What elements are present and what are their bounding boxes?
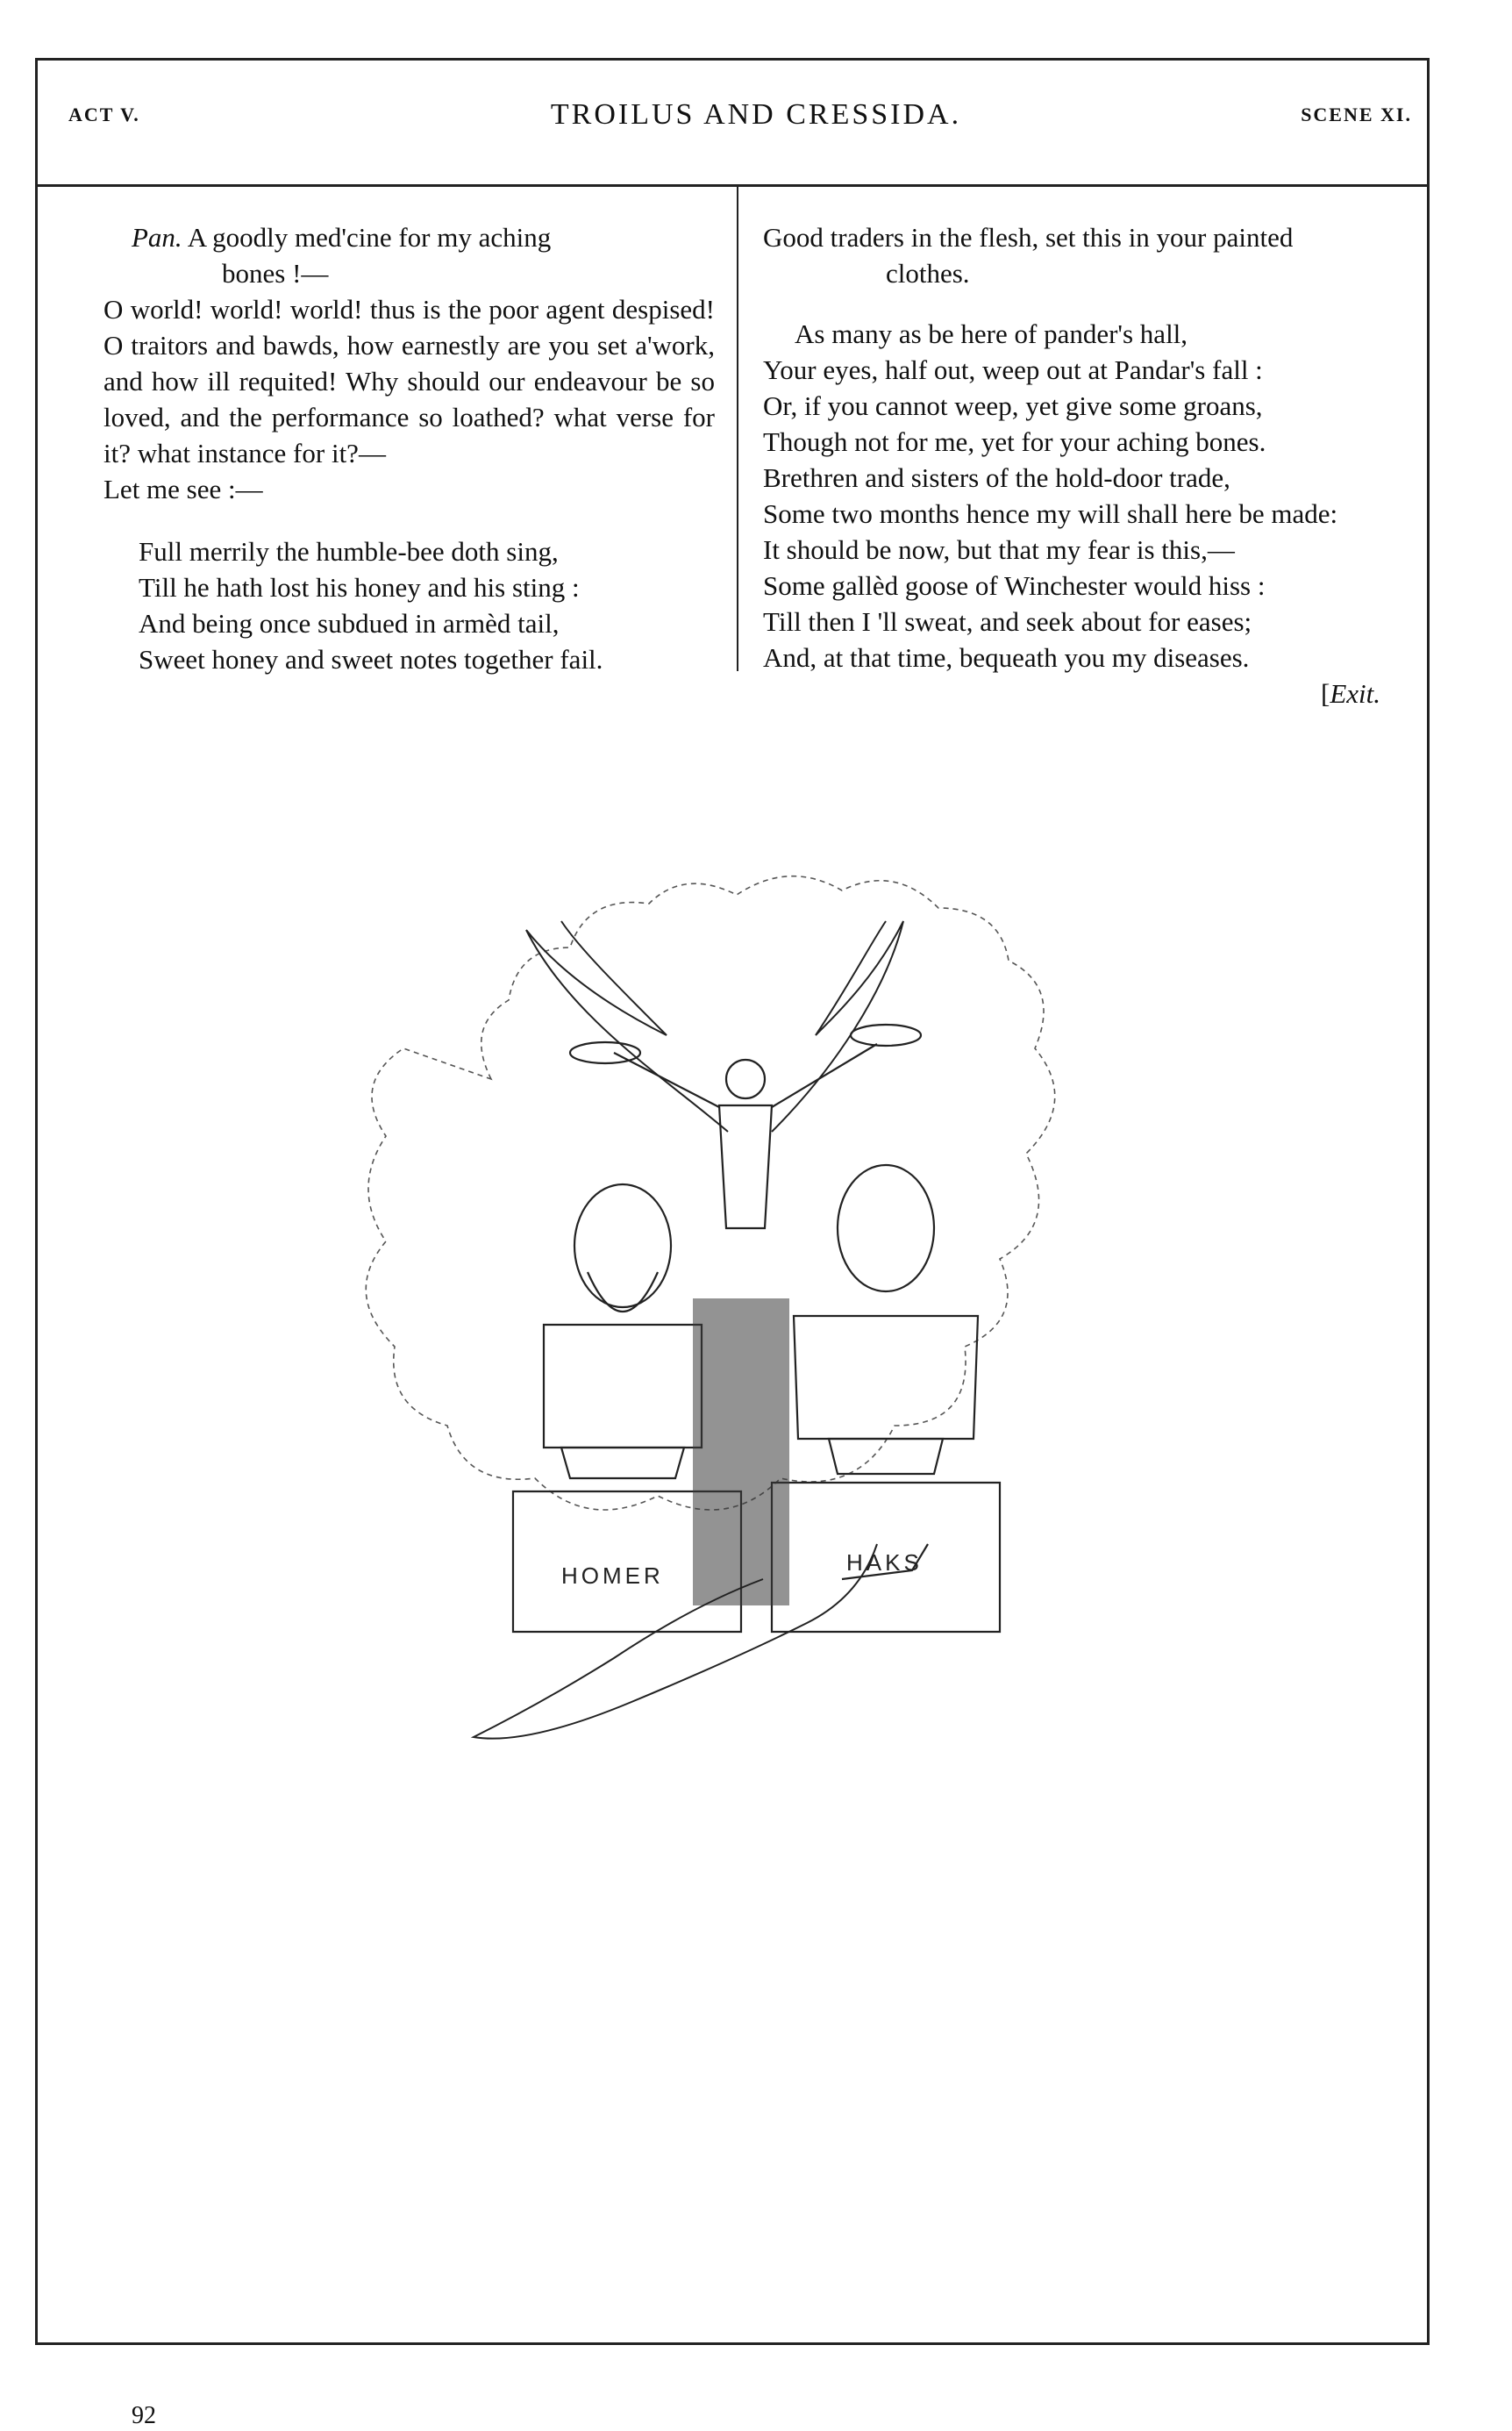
pedestal-left: [513, 1491, 741, 1632]
cloud-outline: [366, 876, 1054, 1510]
header-bottom-rule: [35, 184, 1430, 187]
bottom-rule: [35, 2342, 1430, 2345]
page-number: 92: [132, 2402, 156, 2429]
homer-base: [561, 1448, 684, 1478]
verse-line: As many as be here of pander's hall,: [795, 318, 1188, 349]
running-title: TROILUS AND CRESSIDA.: [550, 98, 962, 131]
shakespeare-plaque: HAKS: [846, 1549, 923, 1576]
left-wreath: [570, 1042, 640, 1063]
frame-left: [35, 58, 38, 2344]
shakespeare-bust: [794, 1316, 978, 1439]
left-column: [103, 219, 715, 677]
verse-line: Some gallèd goose of Winchester would hiss :: [763, 570, 1266, 601]
left-wing: [526, 921, 728, 1132]
figure-arm-writing: [842, 1544, 928, 1579]
verse-line: Some two months hence my will shall here be made:: [763, 498, 1338, 529]
figure-head: [726, 1060, 765, 1098]
speaker-name: Pan.: [132, 222, 182, 253]
verse-line: Full merrily the humble-bee doth sing,: [139, 536, 559, 567]
verse-line: And being once subdued in armèd tail,: [139, 608, 560, 639]
verse-line: Till he hath lost his honey and his sting :: [139, 572, 580, 603]
writing-figure: [474, 1544, 877, 1739]
figure-torso: [719, 1105, 772, 1228]
verse-line: It should be now, but that my fear is this,—: [763, 534, 1235, 565]
right-column: [763, 219, 1387, 711]
right-wreath: [851, 1025, 921, 1046]
column-divider: [737, 187, 738, 671]
left-verse: [103, 533, 715, 677]
act-label: ACT V.: [68, 104, 140, 125]
verse-line: And, at that time, bequeath you my diseases.: [763, 642, 1250, 673]
speech-prose-end: Let me see :—: [103, 474, 263, 504]
frame-right: [1427, 58, 1430, 2344]
shakespeare-head: [838, 1165, 934, 1291]
speech-first-line-cont: bones !—: [222, 258, 329, 289]
speech-opening: [103, 219, 715, 255]
right-first-line: Good traders in the flesh, set this in your painted: [763, 222, 1294, 253]
verse-line: Sweet honey and sweet notes together fail.: [139, 644, 603, 675]
stage-direction-exit: [763, 676, 1387, 711]
verse-line: Or, if you cannot weep, yet give some groans,: [763, 390, 1263, 421]
speech-prose: O world! world! world! thus is the poor agent despised! O traitors and bawds, how earnestly are you set a'work, and how ill requited! Why should our endeavour be so loved, and the performance so loathed? what verse for it? what instance for it?—: [103, 294, 715, 468]
scene-label: SCENE XI.: [1301, 104, 1412, 125]
pedestal-right: [772, 1483, 1000, 1632]
center-shading: [693, 1298, 789, 1605]
exit-bracket: [: [1321, 678, 1330, 709]
homer-head: [574, 1184, 671, 1307]
verse-line: Your eyes, half out, weep out at Pandar's fall :: [763, 354, 1263, 385]
homer-plaque: HOMER: [561, 1562, 664, 1589]
shakespeare-base: [829, 1439, 943, 1474]
verse-line: Though not for me, yet for your aching bones.: [763, 426, 1266, 457]
right-wing: [772, 921, 903, 1132]
verse-line: Brethren and sisters of the hold-door trade,: [763, 462, 1230, 493]
homer-bust: [544, 1325, 702, 1448]
right-first-line-cont: clothes.: [886, 258, 970, 289]
figure-arms: [614, 1044, 877, 1107]
top-rule: [35, 58, 1430, 61]
right-verse: [763, 316, 1387, 676]
homer-beard: [588, 1272, 658, 1312]
verse-line: Till then I 'll sweat, and seek about for eases;: [763, 606, 1252, 637]
speech-first-line: A goodly med'cine for my aching: [187, 222, 552, 253]
exit-text: Exit.: [1330, 678, 1380, 709]
